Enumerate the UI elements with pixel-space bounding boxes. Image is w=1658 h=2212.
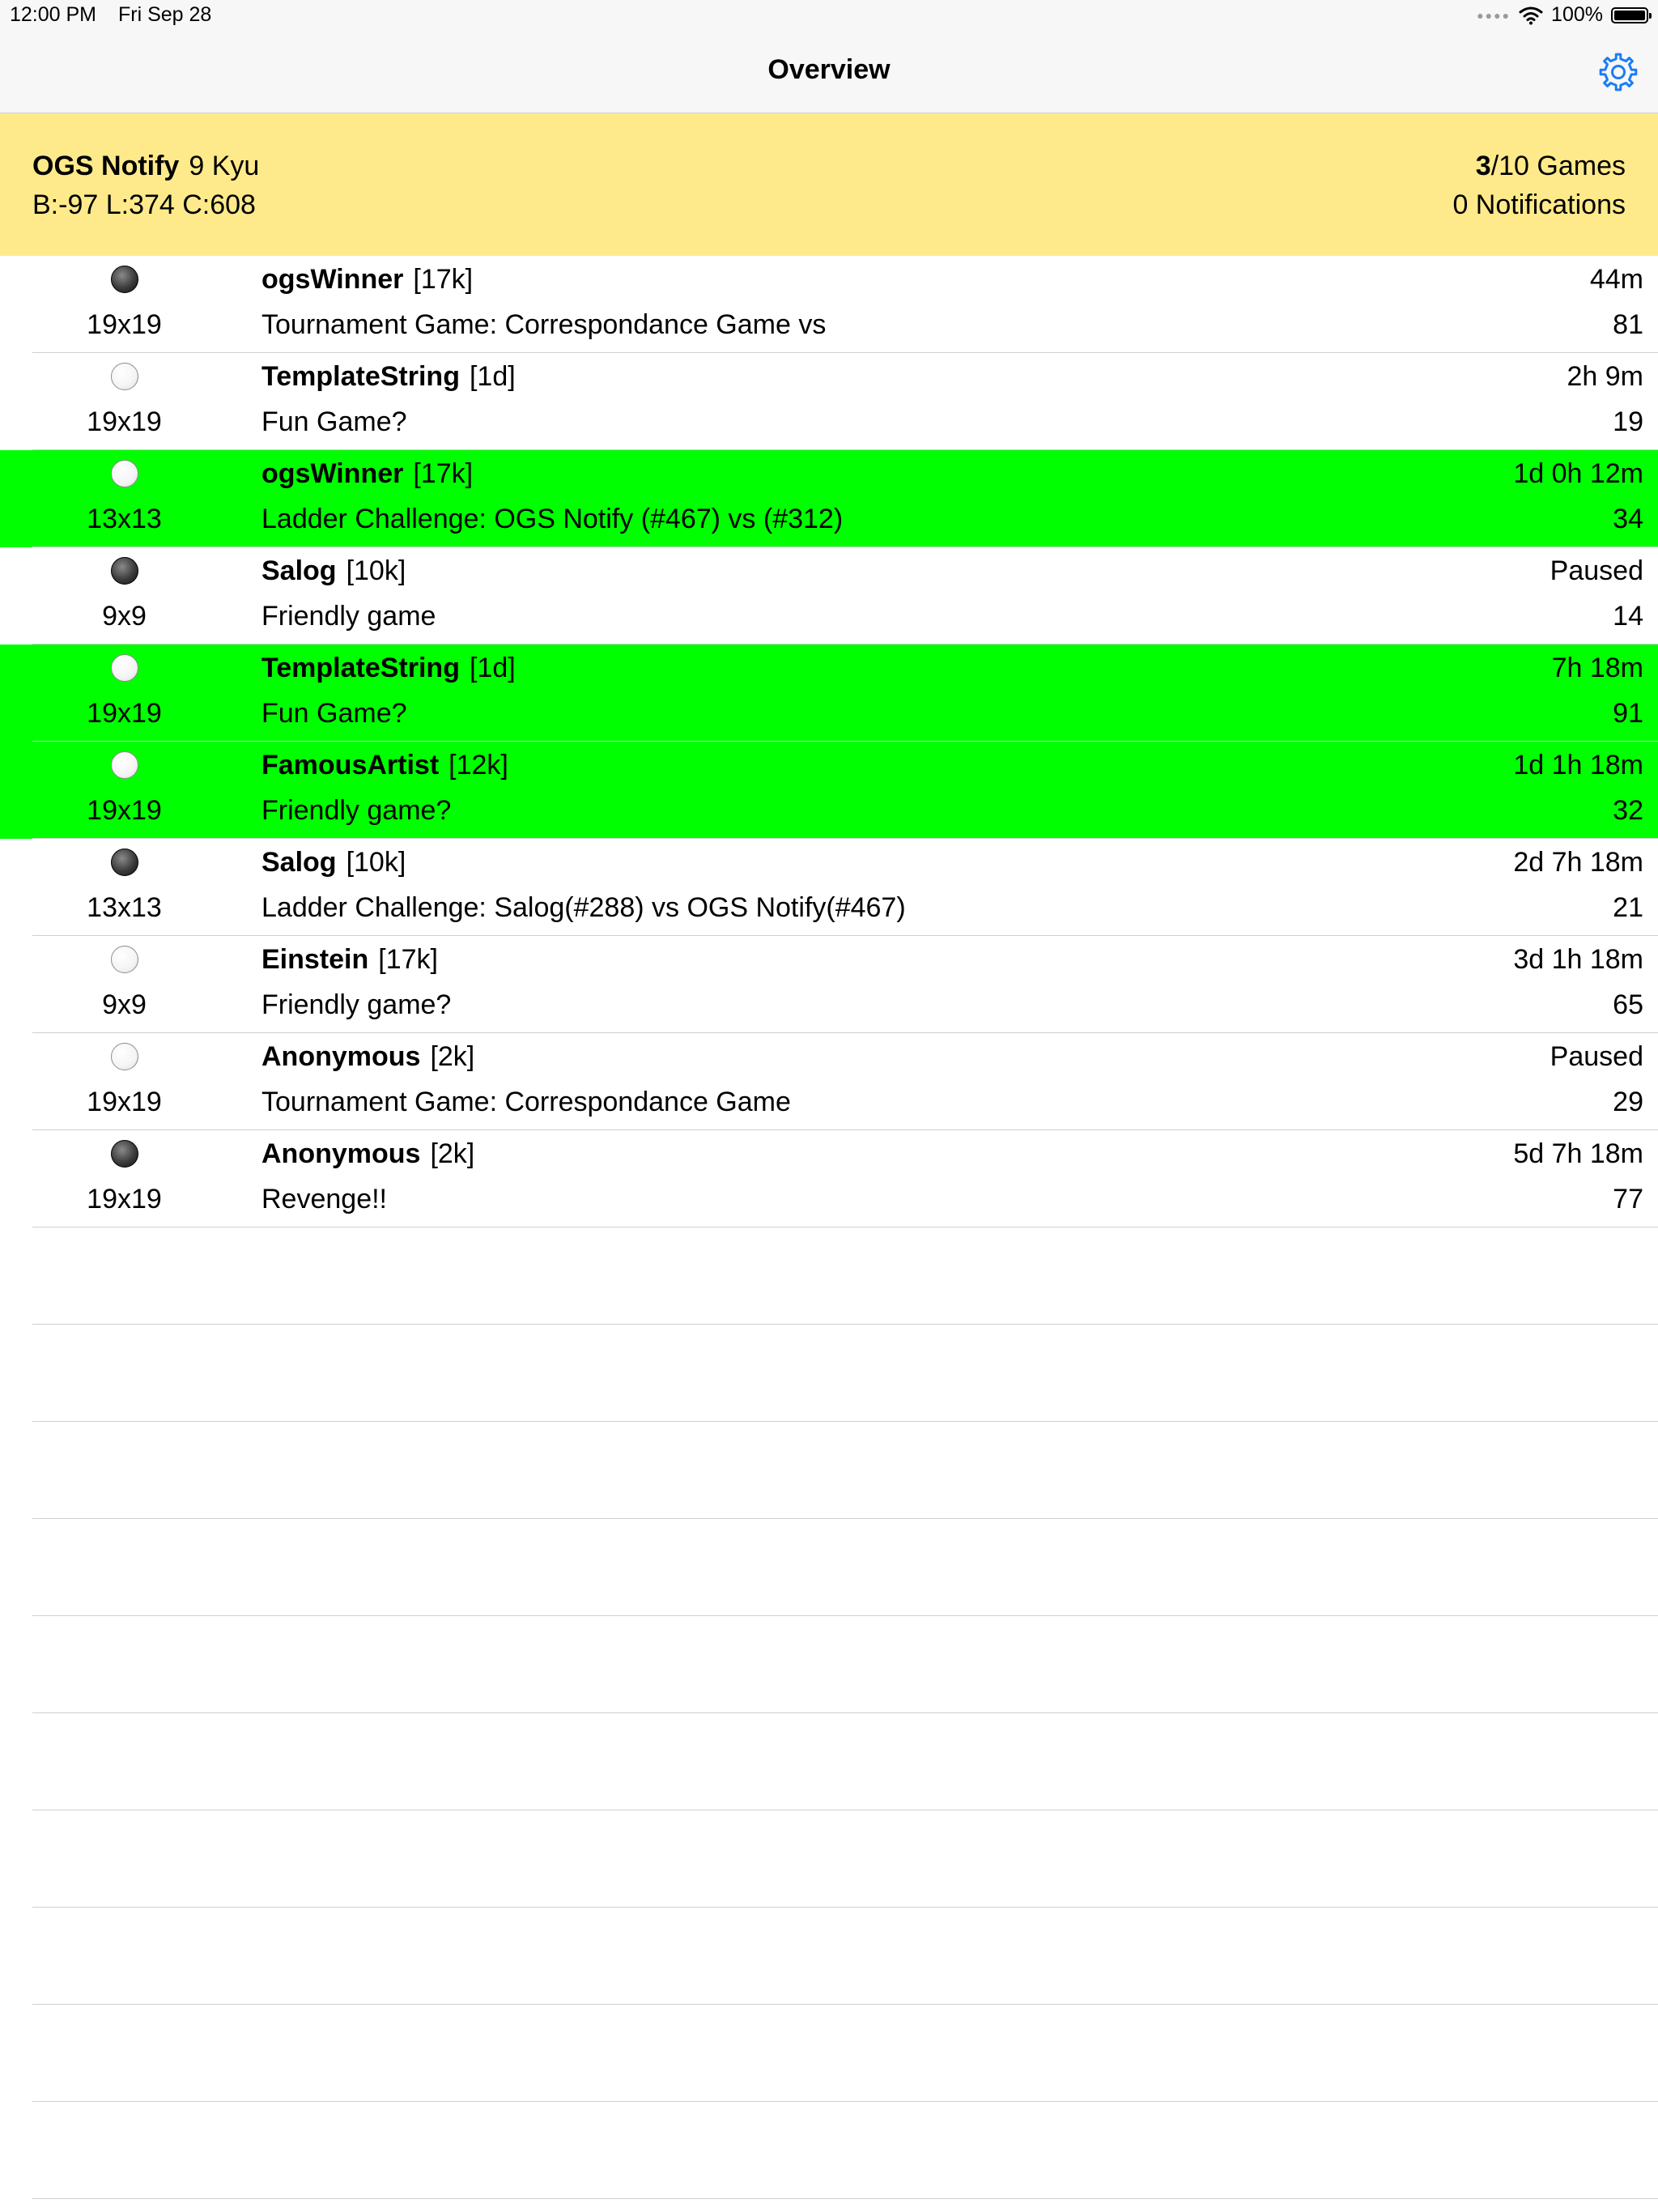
status-time: 12:00 PM [10,3,97,26]
page-title: Overview [767,54,891,85]
black-stone-icon [111,849,138,876]
games-count [1476,151,1626,182]
opponent-rank: [17k] [413,458,474,489]
opponent-name: Salog [261,847,337,878]
empty-row [0,1810,1658,1908]
move-count: 77 [1613,1184,1643,1214]
opponent-rank: [1d] [469,653,516,683]
wifi-icon [1519,6,1543,25]
status-right [1477,3,1648,27]
game-list [0,256,1658,2199]
game-row[interactable] [0,839,1658,936]
games-active: 3 [1475,151,1491,181]
opponent [261,750,508,781]
opponent [261,458,473,490]
game-row[interactable] [0,1130,1658,1227]
white-stone-icon [111,363,138,390]
opponent-rank: [1d] [469,361,516,392]
empty-row [0,1519,1658,1616]
opponent-rank: [10k] [346,847,406,878]
time-left: 44m [1589,264,1643,295]
opponent-name: ogsWinner [261,458,404,489]
game-name: Fun Game? [261,406,407,437]
opponent [261,653,516,684]
game-row[interactable] [0,450,1658,547]
game-name: Tournament Game: Correspondance Game [261,1087,791,1117]
move-count: 32 [1613,795,1643,826]
opponent [261,361,516,393]
empty-row [0,1325,1658,1422]
move-count: 29 [1613,1087,1643,1117]
time-left: 5d 7h 18m [1513,1138,1643,1169]
game-name: Ladder Challenge: Salog(#288) vs OGS Notify(#467) [261,892,906,923]
white-stone-icon [111,654,138,682]
settings-button[interactable] [1596,50,1640,94]
black-stone-icon [111,1140,138,1168]
opponent [261,264,473,296]
opponent-name: Salog [261,555,337,586]
board-size: 19x19 [87,1087,162,1117]
empty-row [0,1908,1658,2005]
game-row[interactable] [0,256,1658,353]
empty-row [0,2102,1658,2199]
time-left: 2h 9m [1567,361,1643,392]
time-left: Paused [1550,555,1643,586]
opponent [261,1041,474,1073]
board-size: 13x13 [87,892,162,923]
black-stone-icon [111,266,138,293]
move-count: 91 [1613,698,1643,729]
game-name: Fun Game? [261,698,407,729]
status-date: Fri Sep 28 [117,3,212,26]
time-left: 7h 18m [1551,653,1643,683]
board-size: 13x13 [87,504,162,534]
navigation-bar [0,32,1658,113]
move-count: 19 [1613,406,1643,437]
opponent [261,1138,474,1170]
status-bar [0,0,1658,32]
board-size: 19x19 [87,795,162,826]
board-size: 19x19 [87,309,162,340]
empty-row [0,2005,1658,2102]
battery-percent: 100% [1551,3,1603,26]
white-stone-icon [111,751,138,779]
opponent-name: TemplateString [261,361,460,392]
game-name: Revenge!! [261,1184,387,1214]
move-count: 14 [1613,601,1643,632]
game-row[interactable] [0,644,1658,742]
time-left: 3d 1h 18m [1513,944,1643,975]
cellular-signal-icon: ●●●● [1477,8,1511,22]
battery-level [1614,11,1645,20]
white-stone-icon [111,460,138,487]
game-name: Ladder Challenge: OGS Notify (#467) vs (#312) [261,504,844,534]
game-name: Friendly game [261,601,436,632]
account-summary [0,113,1658,256]
opponent-rank: [17k] [413,264,474,295]
game-name: Friendly game? [261,795,452,826]
time-left: 2d 7h 18m [1513,847,1643,878]
notifications-count: 0 Notifications [1452,189,1626,220]
opponent-name: Einstein [261,944,369,975]
username: OGS Notify [32,151,180,181]
move-count: 81 [1613,309,1643,340]
time-left: 1d 0h 12m [1513,458,1643,489]
black-stone-icon [111,557,138,585]
empty-row [0,1713,1658,1810]
move-count: 21 [1613,892,1643,923]
game-row[interactable] [0,936,1658,1033]
white-stone-icon [111,1043,138,1070]
opponent [261,944,438,976]
opponent-rank: [10k] [346,555,406,586]
game-row[interactable] [0,1033,1658,1130]
opponent-name: Anonymous [261,1138,421,1169]
opponent-rank: [17k] [378,944,438,975]
status-left [10,3,227,27]
move-count: 34 [1613,504,1643,534]
battery-icon [1611,7,1648,23]
empty-row [0,1616,1658,1713]
board-size: 19x19 [87,1184,162,1214]
game-row[interactable] [0,742,1658,839]
opponent [261,847,406,878]
user-rank: 9 Kyu [189,151,260,181]
board-size: 9x9 [102,601,147,632]
opponent-name: Anonymous [261,1041,421,1072]
gear-icon [1596,50,1640,94]
game-row[interactable] [0,353,1658,450]
board-size: 9x9 [102,989,147,1020]
move-count: 65 [1613,989,1643,1020]
opponent-rank: [2k] [430,1041,475,1072]
opponent-rank: [2k] [430,1138,475,1169]
white-stone-icon [111,946,138,973]
opponent-name: FamousArtist [261,750,440,781]
user-info [32,151,259,182]
empty-row [0,1422,1658,1519]
board-size: 19x19 [87,406,162,437]
opponent-name: ogsWinner [261,264,404,295]
games-total: /10 Games [1490,151,1626,181]
opponent-rank: [12k] [449,750,508,781]
empty-row [0,1227,1658,1325]
opponent [261,555,406,587]
game-name: Friendly game? [261,989,452,1020]
game-name: Tournament Game: Correspondance Game vs [261,309,827,340]
game-row[interactable] [0,547,1658,644]
user-stats: B:-97 L:374 C:608 [32,189,256,220]
board-size: 19x19 [87,698,162,729]
opponent-name: TemplateString [261,653,460,683]
time-left: 1d 1h 18m [1513,750,1643,781]
time-left: Paused [1550,1041,1643,1072]
